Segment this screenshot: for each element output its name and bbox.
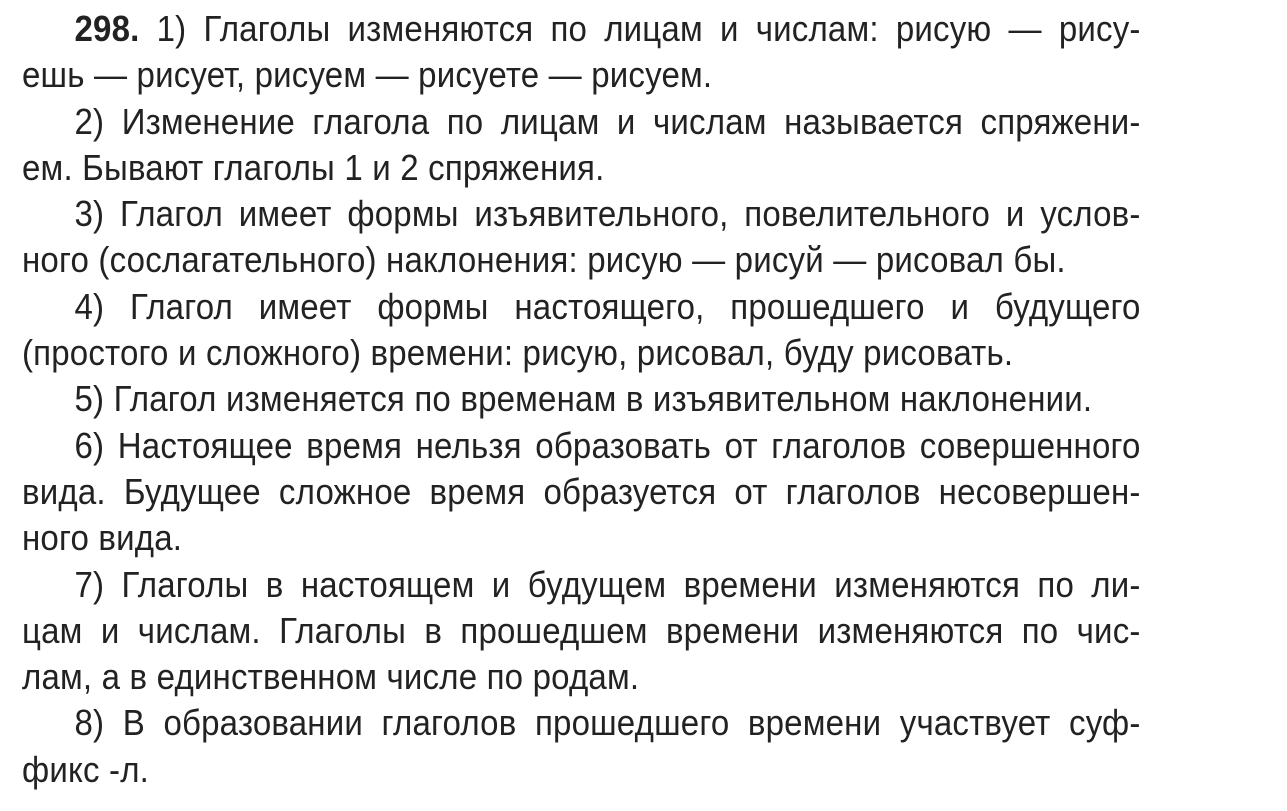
text-line: 8) В образовании глаголов прошедшего времени участвует суф- — [74, 702, 1141, 744]
text-line: ем. Бывают глаголы 1 и 2 спряжения. — [22, 146, 605, 188]
text-line: 7) Глаголы в настоящем и будущем времени изменяются по ли- — [74, 563, 1141, 605]
text-line: фикс -л. — [22, 748, 150, 790]
text-line: 6) Настоящее время нельзя образовать от глаголов совершенного — [74, 424, 1141, 466]
text-line: ного (сослагательного) наклонения: рисую — рисуй — рисовал бы. — [22, 239, 1066, 281]
text-line: 4) Глагол имеет формы настоящего, прошедшего и будущего — [74, 285, 1141, 327]
text-line: ешь — рисует, рисуем — рисуете — рисуем. — [22, 54, 713, 96]
exercise-number: 298. — [74, 8, 140, 49]
text-line: ного вида. — [22, 517, 183, 559]
text-line: вида. Будущее сложное время образуется от глаголов несовершен- — [22, 470, 1141, 512]
text-line: 5) Глагол изменяется по временам в изъявительном наклонении. — [74, 378, 1093, 420]
text-line: (простого и сложного) времени: рисую, рисовал, буду рисовать. — [22, 332, 1014, 374]
text-line: 2) Изменение глагола по лицам и числам называется спряжени- — [74, 100, 1141, 142]
line-text: 1) Глаголы изменяются по лицам и числам: рисую — рису- — [156, 8, 1141, 49]
text-line — [22, 6, 1141, 52]
text-line: цам и числам. Глаголы в прошедшем времени изменяются по чис- — [22, 609, 1141, 651]
exercise-text — [22, 6, 1141, 793]
text-line: лам, а в единственном числе по родам. — [22, 656, 640, 698]
text-line: 3) Глагол имеет формы изъявительного, повелительного и услов- — [74, 193, 1141, 235]
